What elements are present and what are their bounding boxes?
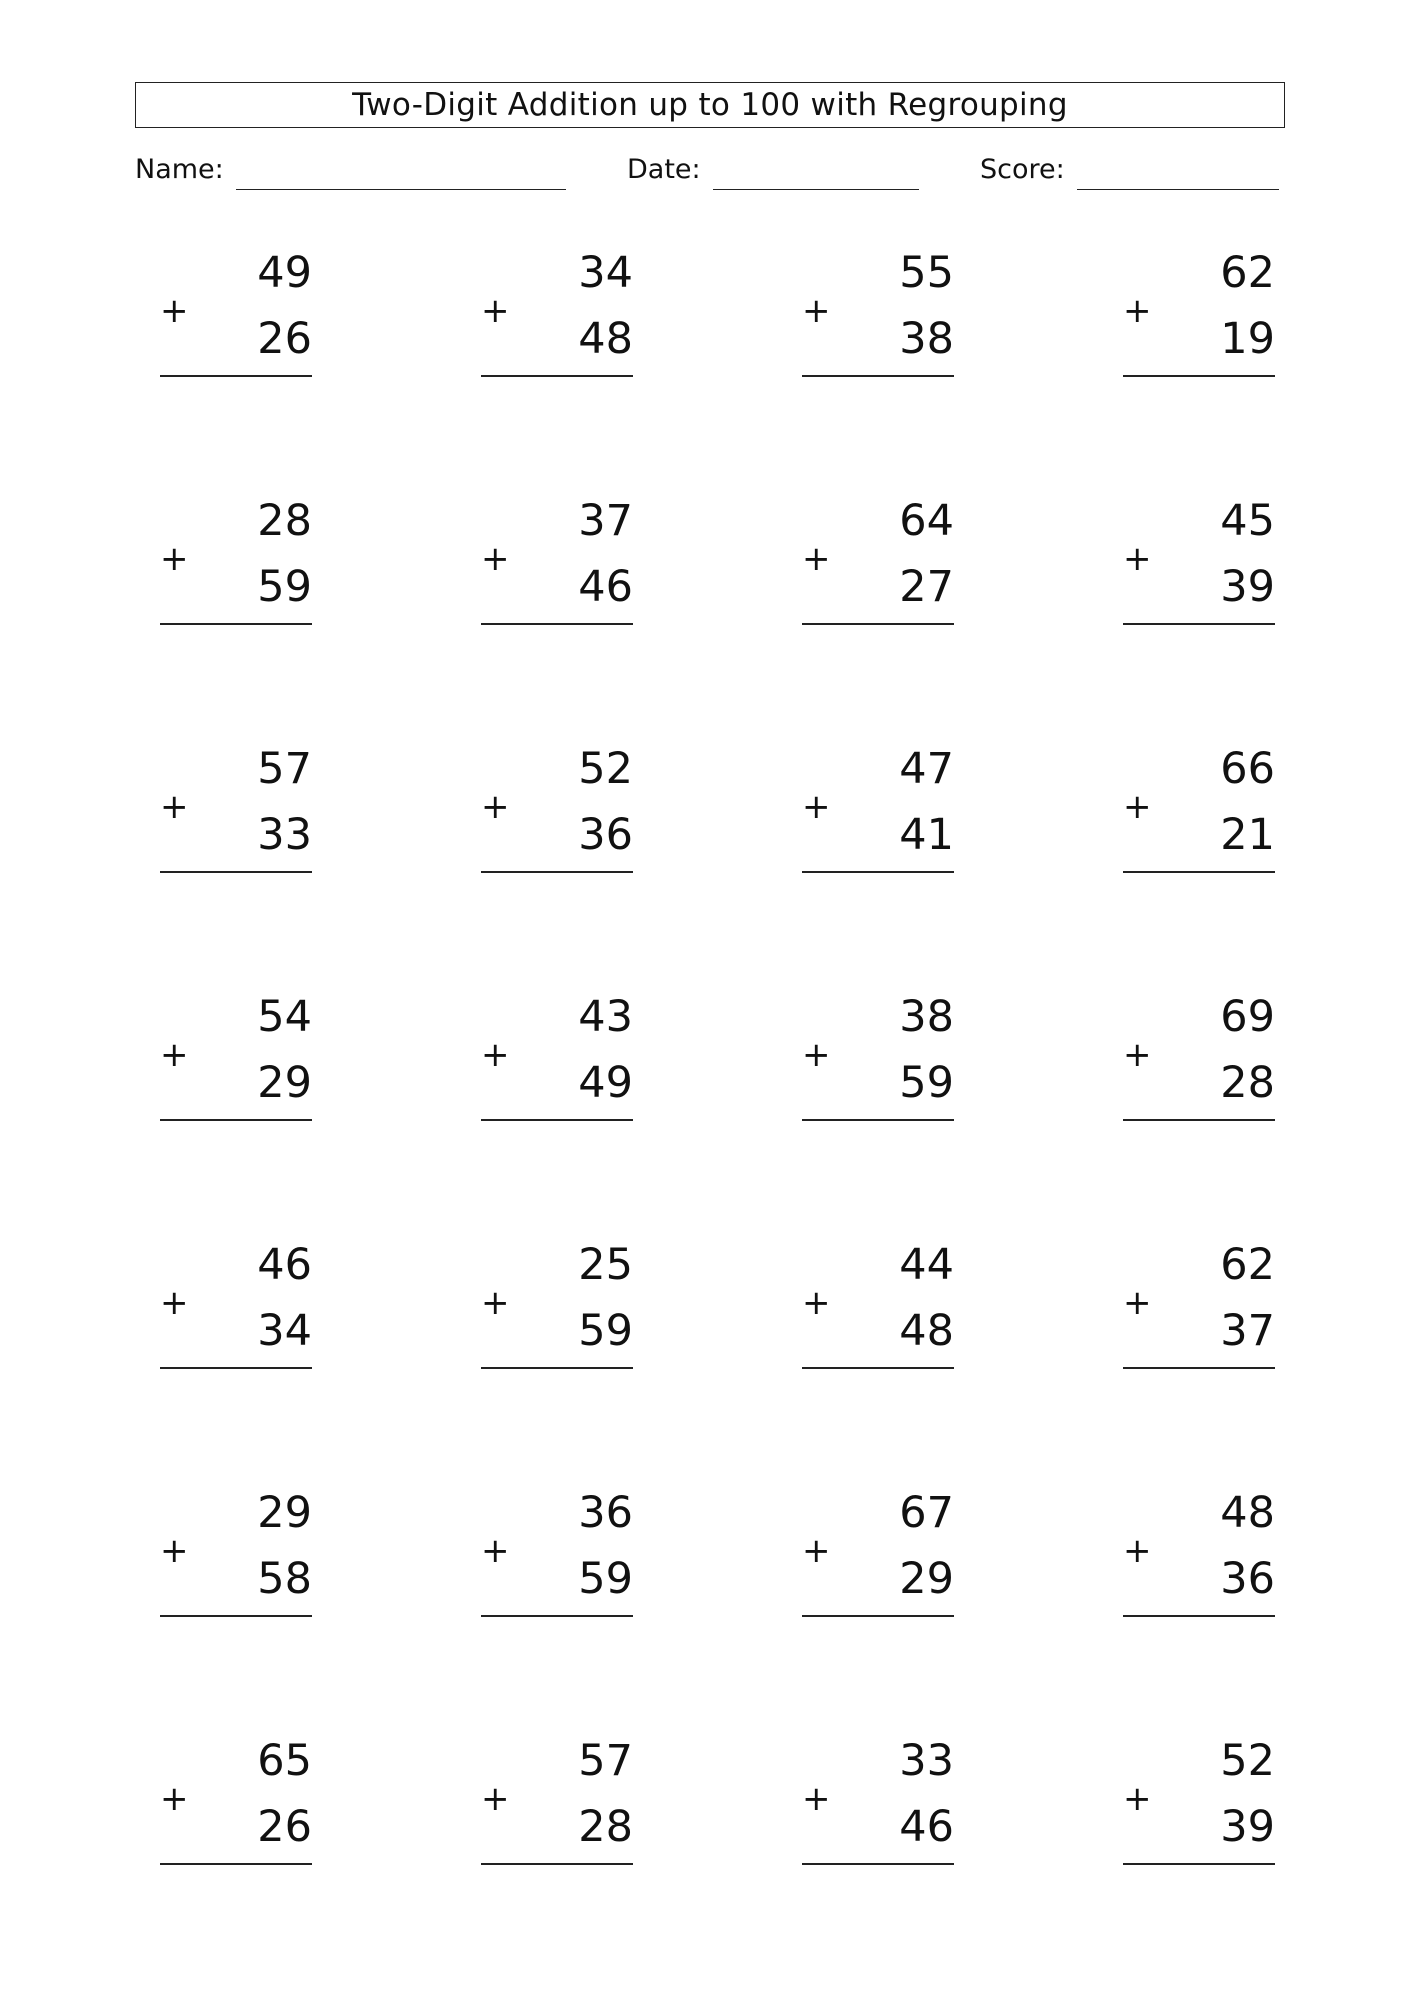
answer-line[interactable]	[802, 375, 954, 377]
answer-line[interactable]	[160, 1863, 312, 1865]
second-addend: 36	[578, 810, 633, 860]
answer-line[interactable]	[160, 871, 312, 873]
second-addend: 29	[899, 1554, 954, 1604]
second-addend: 59	[899, 1058, 954, 1108]
first-addend: 57	[578, 1736, 633, 1786]
answer-line[interactable]	[802, 1119, 954, 1121]
second-addend: 21	[1220, 810, 1275, 860]
addition-problem	[481, 1733, 633, 1873]
answer-line[interactable]	[802, 871, 954, 873]
plus-sign: +	[802, 1283, 831, 1323]
plus-sign: +	[802, 291, 831, 331]
problem-grid	[160, 245, 1285, 1865]
first-addend: 64	[899, 496, 954, 546]
plus-sign: +	[1123, 1035, 1152, 1075]
addition-problem	[481, 493, 633, 633]
second-addend: 38	[899, 314, 954, 364]
first-addend: 45	[1220, 496, 1275, 546]
first-addend: 29	[257, 1488, 312, 1538]
answer-line[interactable]	[160, 623, 312, 625]
worksheet-title	[135, 82, 1285, 128]
first-addend: 33	[899, 1736, 954, 1786]
second-addend: 46	[578, 562, 633, 612]
second-addend: 37	[1220, 1306, 1275, 1356]
addition-problem	[802, 1485, 954, 1625]
plus-sign: +	[802, 1779, 831, 1819]
addition-problem	[1123, 1237, 1275, 1377]
addition-problem	[802, 741, 954, 881]
date-blank[interactable]	[713, 154, 919, 190]
addition-problem	[802, 245, 954, 385]
answer-line[interactable]	[481, 1119, 633, 1121]
score-label: Score:	[980, 154, 1065, 185]
name-blank[interactable]	[236, 154, 566, 190]
answer-line[interactable]	[481, 871, 633, 873]
plus-sign: +	[1123, 1779, 1152, 1819]
plus-sign: +	[1123, 787, 1152, 827]
second-addend: 26	[257, 314, 312, 364]
first-addend: 49	[257, 248, 312, 298]
plus-sign: +	[160, 539, 189, 579]
first-addend: 43	[578, 992, 633, 1042]
name-label: Name:	[135, 154, 224, 185]
second-addend: 36	[1220, 1554, 1275, 1604]
addition-problem	[481, 1237, 633, 1377]
addition-problem	[1123, 741, 1275, 881]
first-addend: 36	[578, 1488, 633, 1538]
plus-sign: +	[1123, 291, 1152, 331]
second-addend: 34	[257, 1306, 312, 1356]
second-addend: 26	[257, 1802, 312, 1852]
answer-line[interactable]	[481, 1367, 633, 1369]
first-addend: 67	[899, 1488, 954, 1538]
first-addend: 46	[257, 1240, 312, 1290]
first-addend: 66	[1220, 744, 1275, 794]
student-info-row	[135, 150, 1285, 190]
plus-sign: +	[160, 1283, 189, 1323]
score-blank[interactable]	[1077, 154, 1279, 190]
first-addend: 47	[899, 744, 954, 794]
second-addend: 28	[1220, 1058, 1275, 1108]
plus-sign: +	[802, 539, 831, 579]
score-field	[980, 150, 1279, 190]
addition-problem	[160, 1733, 312, 1873]
title-text: Two-Digit Addition up to 100 with Regrouping	[352, 87, 1068, 123]
answer-line[interactable]	[1123, 1119, 1275, 1121]
plus-sign: +	[160, 787, 189, 827]
first-addend: 38	[899, 992, 954, 1042]
second-addend: 39	[1220, 562, 1275, 612]
second-addend: 59	[257, 562, 312, 612]
plus-sign: +	[1123, 1531, 1152, 1571]
first-addend: 34	[578, 248, 633, 298]
second-addend: 29	[257, 1058, 312, 1108]
plus-sign: +	[802, 1531, 831, 1571]
first-addend: 28	[257, 496, 312, 546]
addition-problem	[481, 989, 633, 1129]
answer-line[interactable]	[1123, 1615, 1275, 1617]
name-field	[135, 150, 566, 190]
answer-line[interactable]	[160, 375, 312, 377]
first-addend: 48	[1220, 1488, 1275, 1538]
first-addend: 52	[578, 744, 633, 794]
plus-sign: +	[481, 1531, 510, 1571]
addition-problem	[802, 1237, 954, 1377]
second-addend: 41	[899, 810, 954, 860]
second-addend: 46	[899, 1802, 954, 1852]
plus-sign: +	[802, 1035, 831, 1075]
addition-problem	[481, 245, 633, 385]
answer-line[interactable]	[160, 1367, 312, 1369]
plus-sign: +	[481, 1283, 510, 1323]
second-addend: 48	[899, 1306, 954, 1356]
plus-sign: +	[160, 291, 189, 331]
second-addend: 33	[257, 810, 312, 860]
first-addend: 57	[257, 744, 312, 794]
second-addend: 48	[578, 314, 633, 364]
addition-problem	[1123, 1733, 1275, 1873]
addition-problem	[1123, 989, 1275, 1129]
first-addend: 37	[578, 496, 633, 546]
answer-line[interactable]	[160, 1119, 312, 1121]
plus-sign: +	[1123, 539, 1152, 579]
answer-line[interactable]	[1123, 871, 1275, 873]
addition-problem	[160, 1485, 312, 1625]
plus-sign: +	[481, 1779, 510, 1819]
answer-line[interactable]	[1123, 375, 1275, 377]
first-addend: 44	[899, 1240, 954, 1290]
plus-sign: +	[481, 787, 510, 827]
addition-problem	[1123, 493, 1275, 633]
first-addend: 69	[1220, 992, 1275, 1042]
addition-problem	[160, 741, 312, 881]
answer-line[interactable]	[160, 1615, 312, 1617]
second-addend: 39	[1220, 1802, 1275, 1852]
first-addend: 62	[1220, 248, 1275, 298]
addition-problem	[802, 1733, 954, 1873]
first-addend: 55	[899, 248, 954, 298]
addition-problem	[481, 1485, 633, 1625]
answer-line[interactable]	[1123, 1367, 1275, 1369]
second-addend: 59	[578, 1554, 633, 1604]
second-addend: 27	[899, 562, 954, 612]
second-addend: 19	[1220, 314, 1275, 364]
second-addend: 49	[578, 1058, 633, 1108]
plus-sign: +	[160, 1779, 189, 1819]
answer-line[interactable]	[802, 1863, 954, 1865]
answer-line[interactable]	[481, 623, 633, 625]
addition-problem	[160, 989, 312, 1129]
first-addend: 52	[1220, 1736, 1275, 1786]
plus-sign: +	[802, 787, 831, 827]
first-addend: 25	[578, 1240, 633, 1290]
plus-sign: +	[160, 1035, 189, 1075]
addition-problem	[1123, 245, 1275, 385]
second-addend: 58	[257, 1554, 312, 1604]
first-addend: 62	[1220, 1240, 1275, 1290]
addition-problem	[481, 741, 633, 881]
plus-sign: +	[160, 1531, 189, 1571]
plus-sign: +	[481, 291, 510, 331]
answer-line[interactable]	[1123, 623, 1275, 625]
addition-problem	[802, 493, 954, 633]
addition-problem	[160, 1237, 312, 1377]
answer-line[interactable]	[1123, 1863, 1275, 1865]
addition-problem	[160, 493, 312, 633]
second-addend: 59	[578, 1306, 633, 1356]
first-addend: 65	[257, 1736, 312, 1786]
answer-line[interactable]	[481, 1615, 633, 1617]
answer-line[interactable]	[802, 1367, 954, 1369]
addition-problem	[160, 245, 312, 385]
second-addend: 28	[578, 1802, 633, 1852]
answer-line[interactable]	[481, 1863, 633, 1865]
addition-problem	[1123, 1485, 1275, 1625]
date-field	[627, 150, 919, 190]
addition-problem	[802, 989, 954, 1129]
date-label: Date:	[627, 154, 701, 185]
answer-line[interactable]	[802, 1615, 954, 1617]
answer-line[interactable]	[481, 375, 633, 377]
plus-sign: +	[481, 1035, 510, 1075]
first-addend: 54	[257, 992, 312, 1042]
answer-line[interactable]	[802, 623, 954, 625]
plus-sign: +	[481, 539, 510, 579]
plus-sign: +	[1123, 1283, 1152, 1323]
